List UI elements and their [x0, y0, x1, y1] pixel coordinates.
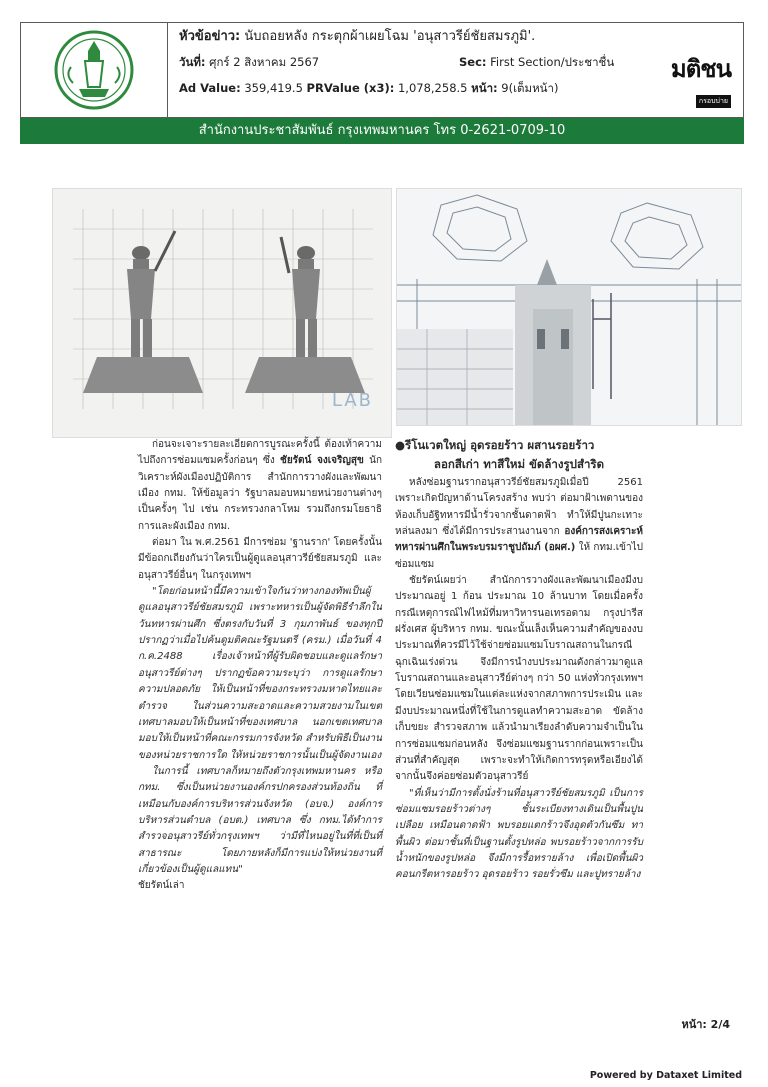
clipping-header — [20, 22, 744, 118]
bma-logo — [21, 23, 168, 117]
right-paragraph-2: ชัยรัตน์เผยว่า สำนักการวางผังและพัฒนาเมืองมีงบประมาณอยู่ 1 ก้อน ประมาณ 10 ล้านบาท โดยเมื่อครั้งกรณีเหตุการณ์ไฟไหม้ที่มหาวิหารนอเทรอดาม กรุงปารีส ฝรั่งเศส ผู้บริหาร กทม. ขณะนั้นเล็งเห็นความสำคัญของงบประมาณที่ควรมีไว้ใช้จ่ายซ่อมแซมโบราณสถานในกรณีฉุกเฉินเร่งด่วน จึงมีการนำงบประมาณดังกล่าวมาดูแลโบราณสถานและอนุสาวรีย์ต่างๆ กว่า 50 แห่งทั่วกรุงเทพฯ โดยเวียนซ่อมแซมในแต่ละแห่งจากสภาพการประเมิน และมีงบประมาณหนึ่งที่ใช้ในการดูแลทำความสะอาด ขัดล้าง เก็บขยะ สำรวจสภาพ แล้วนำมาเรียงลำดับความจำเป็นในการซ่อมแซมก่อนหลัง จึงซ่อมแซมฐานรากก่อนเพราะเป็นส่วนที่สำคัญสุด เพราะจะทำให้เกิดการทรุดหรือเอียงได้ จากนั้นจึงค่อยซ่อมตัวอนุสาวรีย์ — [395, 575, 643, 783]
monument-blueprint-photo — [396, 188, 742, 426]
page-indicator: หน้า: 2/4 — [681, 1018, 730, 1031]
value-row — [179, 81, 619, 107]
page-field — [471, 81, 558, 95]
image-watermark: LAB — [331, 390, 373, 411]
powered-by: Powered by Dataxet Limited — [589, 1070, 742, 1081]
left-quote-paragraph-2: ในการนี้ เทศบาลก็หมายถึงตัวกรุงเทพมหานคร หรือ กทม. ซึ่งเป็นหน่วยงานองค์กรปกครองส่วนท้องถิ่น ที่เหมือนกับองค์การบริหารส่วนจังหวัด (อบจ.) องค์การบริหารส่วนตำบล (อบต.) เทศบาล ซึ่ง กทม.ได้ทำการสำรวจอนุสาวรีย์ทั่วกรุงเทพฯ ว่ามีที่ไหนอยู่ในที่ที่เป็นที่สาธารณะ โดยภายหลังก็มีการแบ่งให้หน่วยงานที่เกี่ยวข้องเป็นผู้ดูแลแทน" — [138, 765, 382, 875]
section-subheading-line-2: ลอกสีเก่า ทาสีใหม่ ขัดล้างรูปสำริด — [433, 457, 605, 471]
section-subheading-line-1: ●รีโนเวตใหญ่ อุดรอยร้าว ผสานรอยร้าว — [395, 438, 595, 452]
clipping-meta — [179, 29, 619, 107]
left-quote-paragraph: "โดยก่อนหน้านี้มีความเข้าใจกันว่าทางกองทัพเป็นผู้ดูแลอนุสาวรีย์ชัยสมรภูมิ เพราะทหารเป็นผู้จัดพิธีรำลึกในวันทหารผ่านศึก ซึ่งตรงกับวันที่ 3 กุมภาพันธ์ ของทุกปี ปรากฏว่าเมื่อไปค้นดูมติคณะรัฐมนตรี (ครม.) เมื่อวันที่ 4 ก.ค.2488 เรื่องเจ้าหน้าที่ผู้รับผิดชอบและดูแลรักษาอนุสาวรีย์ต่างๆ ปรากฏข้อความระบุว่า การดูแลรักษาความปลอดภัย ให้เป็นหน้าที่ของกระทรวงมหาดไทยและตำรวจ ในส่วนความสะอาดและความสวยงามในเขตเทศบาลมอบให้เป็นหน้าที่ของเทศบาล นอกเขตเทศบาลมอบให้เป็นหน้าที่คณะกรรมการจังหวัด สำหรับพิธีเป็นงานของหน่วยราชการใด ให้หน่วยราชการนั้นเป็นผู้จัดงานเอง — [138, 586, 382, 761]
right-paragraph-1-rest: ให้ กทม.เข้าไปซ่อมแซม — [395, 542, 643, 570]
bma-emblem-icon — [35, 27, 153, 113]
headline-row — [179, 29, 619, 55]
quote-attribution: ชัยรัตน์เล่า — [138, 880, 185, 892]
monument-drawing-photo — [52, 188, 392, 438]
publication-name: มติชน — [670, 55, 731, 83]
article-left-column — [138, 437, 382, 895]
headline-text: นับถอยหลัง กระตุกผ้าเผยโฉม 'อนุสาวรีย์ชัยสมรภูมิ'. — [244, 29, 536, 44]
ad-value: 359,419.5 — [244, 81, 303, 95]
page-value: 9(เต็มหน้า) — [501, 81, 559, 95]
pr-value: 1,078,258.5 — [397, 81, 468, 95]
monument-blueprint-drawing — [397, 189, 741, 425]
right-paragraph-1 — [395, 475, 643, 573]
publication-logo — [631, 49, 731, 108]
pr-value-label: PRValue (x3): — [306, 81, 395, 95]
agency-banner: สำนักงานประชาสัมพันธ์ กรุงเทพมหานคร โทร 0-2621-0709-10 — [20, 118, 744, 144]
section-value: First Section/ประชาชื่น — [490, 55, 615, 69]
organization-name: องค์การสงเคราะห์ทหารผ่านศึกในพระบรมราชูปถัมภ์ (อผศ.) — [395, 526, 643, 554]
date-label: วันที่: — [179, 55, 206, 69]
source-name: ชัยรัตน์ จงเจริญสุข — [280, 455, 364, 467]
article-right-column — [395, 437, 643, 884]
left-paragraph-1-rest: นักวิเคราะห์ผังเมืองปฏิบัติการ สำนักการวางผังและพัฒนาเมือง กทม. ให้ข้อมูลว่า รัฐบาลมอบหมายหน่วยงานต่างๆ เป็นครั้งๆ ไป เช่น กระทรวงกลาโหม รวมถึงกรมโยธาธิการและผังเมือง กทม. — [138, 455, 383, 532]
right-quote-paragraph: "ที่เห็นว่ามีการตั้งนั่งร้านที่อนุสาวรีย์ชัยสมรภูมิ เป็นการซ่อมแซมรอยร้าวต่างๆ ชั้นระเบียงทางเดินเป็นพื้นปูนเปลือย เหมือนดาดฟ้า พบรอยแตกร้าวจึงอุดตัวกันซึม ทาพื้นผิว ต่อมาชั้นที่เป็นฐานตั้งรูปหล่อ พบรอยร้าวจากการรับน้ำหนักของรูปหล่อ จึงมีการรื้อทรายล้าง เพื่อเปิดพื้นผิวคอนกรีตหารอยร้าว อุดรอยร้าว รอยรั่วซึม และปูทรายล้าง — [395, 787, 643, 881]
right-paragraph-1-text: หลังซ่อมฐานรากอนุสาวรีย์ชัยสมรภูมิเมื่อปี 2561 เพราะเกิดปัญหาด้านโครงสร้าง พบว่า ต่อมาฝ้าเพดานของห้องเก็บอัฐิทหารมีน้ำรั่วจากชั้นดาดฟ้า ทำให้มีปูนกะเทาะหล่นลงมา ซึ่งได้มีการประสานงานจาก — [395, 477, 643, 538]
left-paragraph-1 — [138, 437, 382, 535]
publication-edition: กรอบบ่าย — [696, 95, 731, 108]
date-value: ศุกร์ 2 สิงหาคม 2567 — [209, 55, 320, 69]
page-label: หน้า: — [471, 81, 498, 95]
ad-value-label: Ad Value: — [179, 81, 241, 95]
section-field — [459, 55, 614, 70]
headline-label: หัวข้อข่าว: — [179, 29, 241, 44]
left-paragraph-1-text: ก่อนจะเจาะรายละเอียดการบูรณะครั้งนี้ ต้องเท้าความไปถึงการซ่อมแซมครั้งก่อนๆ ซึ่ง — [138, 439, 382, 467]
left-paragraph-2: ต่อมา ใน พ.ศ.2561 มีการซ่อม 'ฐานราก' โดยครั้งนั้นมีข้อถกเถียงกันว่าใครเป็นผู้ดูแลอนุสาวรีย์ชัยสมรภูมิ และอนุสาวรีย์อื่นๆ ในกรุงเทพฯ — [138, 537, 382, 581]
section-label: Sec: — [459, 55, 487, 69]
date-row — [179, 55, 619, 81]
